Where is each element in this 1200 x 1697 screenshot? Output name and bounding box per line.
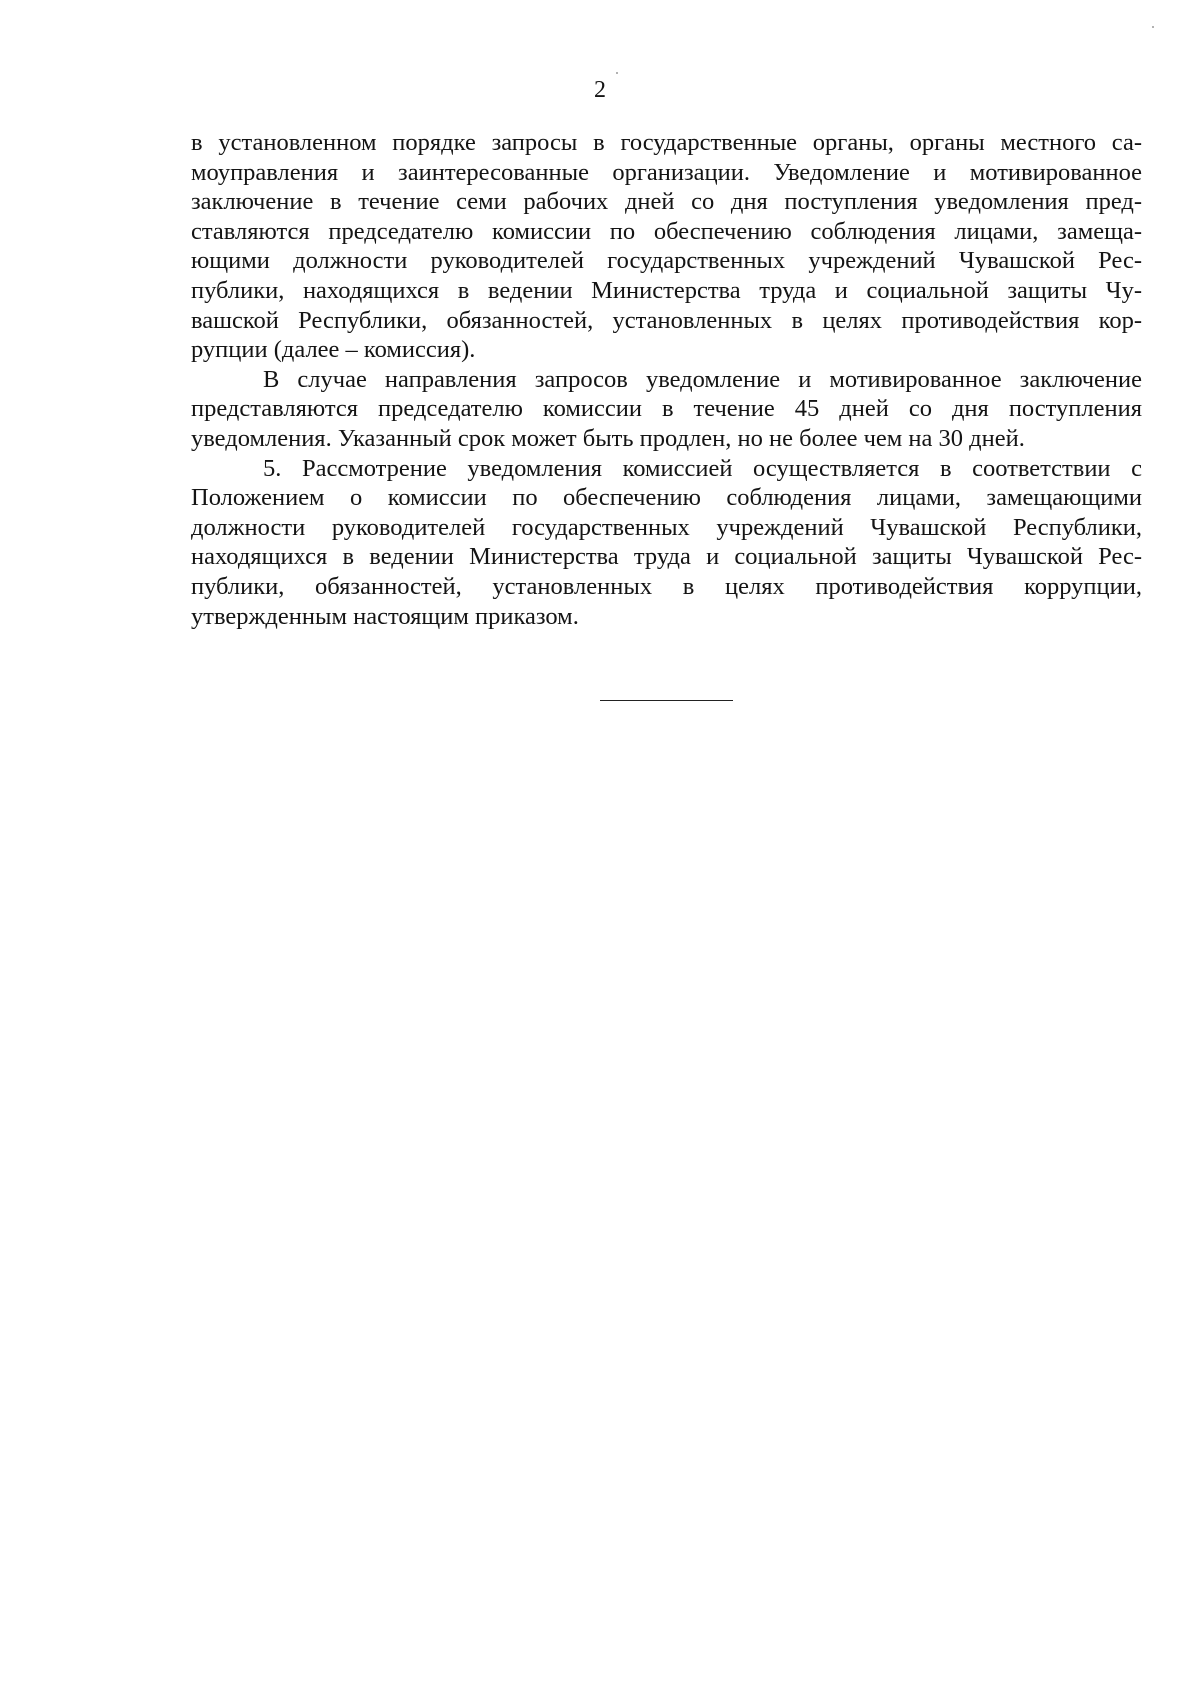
text-line: представляются председателю комиссии в течение 45 дней со дня поступления [191,395,1142,423]
scan-speck [616,72,618,74]
text-line: утвержденным настоящим приказом. [191,602,579,630]
text-line: должности руководителей государственных учреждений Чувашской Республики, [191,513,1142,541]
text-line: рупции (далее – комиссия). [191,336,476,364]
text-line: публики, обязанностей, установленных в целях противодействия коррупции, [191,572,1142,600]
text-line: уведомления. Указанный срок может быть продлен, но не более чем на 30 дней. [191,424,1025,452]
text-line: 5. Рассмотрение уведомления комиссией осуществляется в соответствии с [263,454,1142,482]
page-number: 2 [594,77,606,103]
text-line: публики, находящихся в ведении Министерства труда и социальной защиты Чу- [191,276,1142,304]
text-line: Положением о комиссии по обеспечению соблюдения лицами, замещающими [191,484,1142,512]
text-line: моуправления и заинтересованные организации. Уведомление и мотивированное [191,158,1142,186]
text-line: заключение в течение семи рабочих дней со дня поступления уведомления пред- [191,188,1142,216]
text-line: в установленном порядке запросы в государственные органы, органы местного са- [191,129,1142,156]
text-line: вашской Республики, обязанностей, установленных в целях противодействия кор- [191,306,1142,334]
text-line: ставляются председателю комиссии по обеспечению соблюдения лицами, замеща- [191,217,1142,245]
scan-speck [1152,26,1154,28]
end-separator-line [600,700,733,701]
text-line: ющими должности руководителей государственных учреждений Чувашской Рес- [191,247,1142,275]
document-body [191,128,1142,631]
text-line: находящихся в ведении Министерства труда и социальной защиты Чувашской Рес- [191,543,1142,571]
text-line: В случае направления запросов уведомление и мотивированное заключение [263,365,1142,393]
